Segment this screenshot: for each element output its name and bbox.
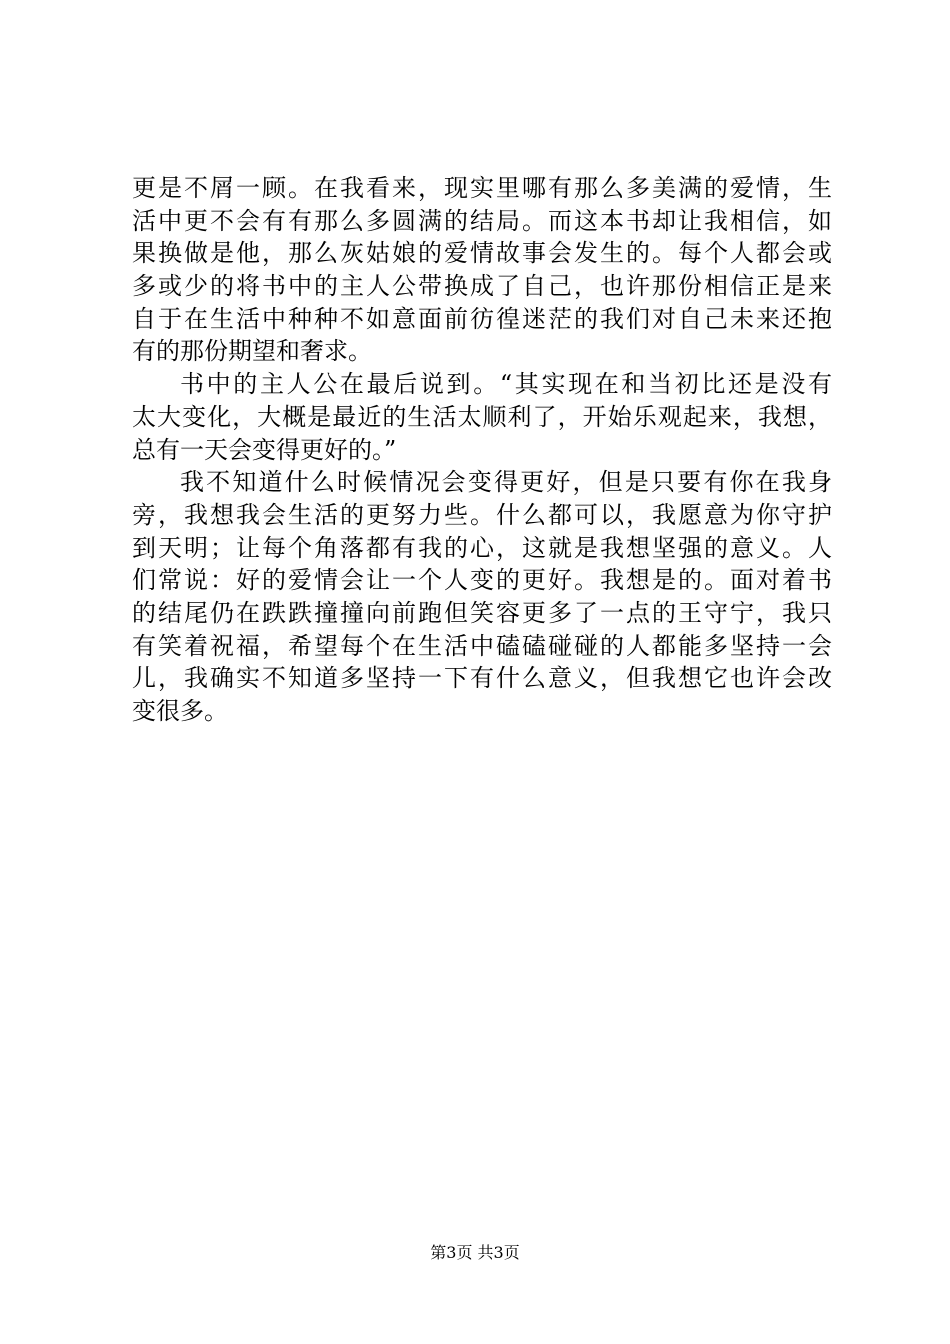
paragraph-1-line: 多或少的将书中的主人公带换成了自己，也许那份相信正是来 [132,272,832,301]
paragraph-3-line: 到天明；让每个角落都有我的心，这就是我想坚强的意义。人 [132,533,832,562]
paragraph-1-line: 有的那份期望和奢求。 [132,337,372,366]
paragraph-1-line: 更是不屑一顾。在我看来，现实里哪有那么多美满的爱情，生 [132,174,832,202]
page-number-footer: 第3页 共3页 [430,1243,520,1262]
paragraph-3-line: 变很多。 [132,697,228,725]
body-text [132,172,832,728]
paragraph-2-line: 书中的主人公在最后说到。“其实现在和当初比还是没有 [180,370,832,399]
paragraph-3-line: 有笑着祝福，希望每个在生活中磕磕碰碰的人都能多坚持一会 [132,631,832,660]
paragraph-1-line: 果换做是他，那么灰姑娘的爱情故事会发生的。每个人都会或 [132,239,832,268]
paragraph-2-line: 总有一天会变得更好的。” [132,435,397,464]
paragraph-3-line: 我不知道什么时候情况会变得更好，但是只要有你在我身 [180,468,832,497]
paragraph-1-line: 活中更不会有有那么多圆满的结局。而这本书却让我相信，如 [132,206,832,235]
paragraph-1-line: 自于在生活中种种不如意面前彷徨迷茫的我们对自己未来还抱 [132,304,832,333]
paragraph-2-line: 太大变化，大概是最近的生活太顺利了，开始乐观起来，我想， [132,402,832,431]
paragraph-3-line: 们常说：好的爱情会让一个人变的更好。我想是的。面对着书 [132,566,832,595]
paragraph-3-line: 的结尾仍在跌跌撞撞向前跑但笑容更多了一点的王守宁，我只 [132,598,832,627]
paragraph-3-line: 旁，我想我会生活的更努力些。什么都可以，我愿意为你守护 [132,500,832,529]
paragraph-3-line: 儿，我确实不知道多坚持一下有什么意义，但我想它也许会改 [132,664,832,693]
